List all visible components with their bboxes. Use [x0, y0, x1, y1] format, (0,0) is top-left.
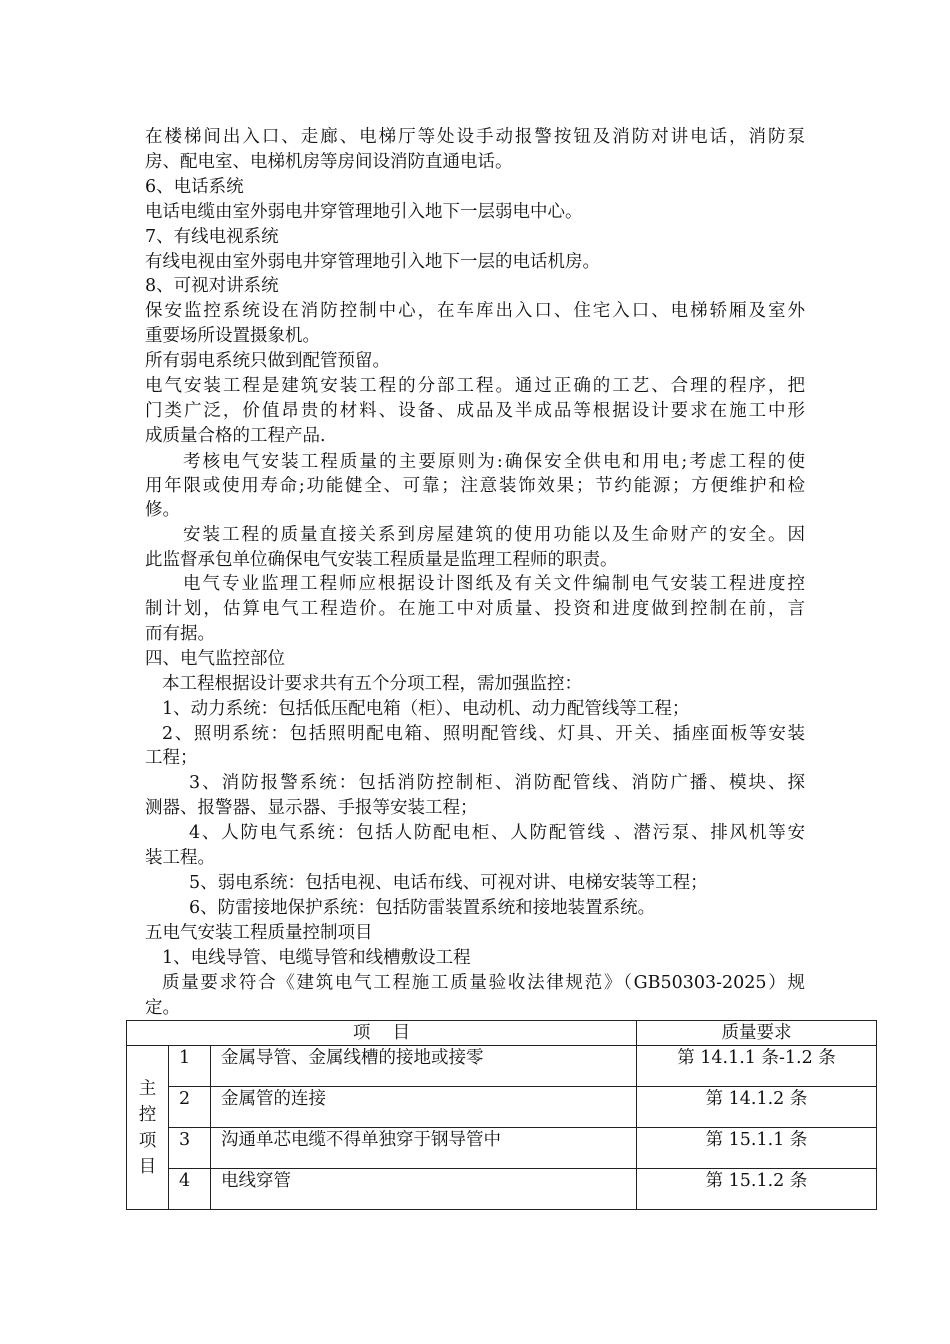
paragraph-line: 安装工程的质量直接关系到房屋建筑的使用功能以及生命财产的安全。因 [183, 525, 805, 545]
paragraph-line: 成质量合格的工程产品. [145, 426, 326, 446]
paragraph-line: 在楼梯间出入口、走廊、电梯厅等处设手动报警按钮及消防对讲电话，消防泵 [145, 127, 805, 147]
table-header-row [127, 1021, 877, 1046]
section-heading: 7、有线电视系统 [145, 227, 279, 247]
row-item: 电线穿管 [211, 1169, 637, 1210]
list-item: 1、动力系统：包括低压配电箱（柜）、电动机、动力配管线等工程； [162, 699, 690, 719]
paragraph-line: 用年限或使用寿命;功能健全、可靠；注意装饰效果；节约能源；方便维护和检 [145, 476, 805, 496]
table-row [127, 1128, 877, 1169]
paragraph-line: 有线电视由室外弱电井穿管理地引入地下一层的电话机房。 [145, 252, 600, 272]
paragraph-line: 所有弱电系统只做到配管预留。 [145, 351, 390, 371]
row-number: 2 [169, 1087, 211, 1128]
group-char: 项 [138, 1130, 157, 1151]
paragraph-line: 电气安装工程是建筑安装工程的分部工程。通过正确的工艺、合理的程序，把 [145, 376, 805, 396]
section-heading: 四、电气监控部位 [145, 649, 285, 669]
row-number: 4 [169, 1169, 211, 1210]
paragraph-line: 保安监控系统设在消防控制中心，在车库出入口、住宅入口、电梯轿厢及室外 [145, 301, 805, 321]
paragraph-line: 此监督承包单位确保电气安装工程质量是监理工程师的职责。 [145, 550, 618, 570]
list-item: 工程； [145, 748, 198, 768]
list-item: 测器、报警器、显示器、手报等安装工程； [145, 798, 478, 818]
row-requirement: 第 14.1.2 条 [637, 1087, 877, 1128]
paragraph-line: 而有据。 [145, 624, 215, 644]
paragraph-line: 质量要求符合《建筑电气工程施工质量验收法律规范》（GB50303-2025）规 [162, 973, 805, 993]
group-char: 控 [138, 1104, 157, 1125]
paragraph-line: 本工程根据设计要求共有五个分项工程，需加强监控： [162, 674, 582, 694]
row-requirement: 第 15.1.1 条 [637, 1128, 877, 1169]
table-row [127, 1046, 877, 1087]
row-requirement: 第 15.1.2 条 [637, 1169, 877, 1210]
list-item: 4、人防电气系统：包括人防配电柜、人防配管线 、潜污泵、排风机等安 [189, 823, 805, 843]
paragraph-line: 电话电缆由室外弱电井穿管理地引入地下一层弱电中心。 [145, 202, 583, 222]
section-heading: 五电气安装工程质量控制项目 [145, 923, 373, 943]
quality-requirements-table [126, 1020, 877, 1210]
paragraph-line: 门类广泛，价值昂贵的材料、设备、成品及半成品等根据设计要求在施工中形 [145, 401, 805, 421]
group-char: 主 [138, 1078, 157, 1099]
paragraph-line: 电气专业监理工程师应根据设计图纸及有关文件编制电气安装工程进度控 [183, 574, 805, 594]
list-item: 5、弱电系统：包括电视、电话布线、可视对讲、电梯安装等工程； [189, 873, 708, 893]
paragraph-line: 重要场所设置摄象机。 [145, 326, 320, 346]
header-requirement: 质量要求 [637, 1021, 877, 1046]
table-row [127, 1087, 877, 1128]
list-item: 2、照明系统：包括照明配电箱、照明配管线、灯具、开关、插座面板等安装 [162, 724, 805, 744]
row-item: 沟通单芯电缆不得单独穿于钢导管中 [211, 1128, 637, 1169]
paragraph-line: 制计划，估算电气工程造价。在施工中对质量、投资和进度做到控制在前，言 [145, 599, 805, 619]
paragraph-line: 修。 [145, 500, 180, 520]
row-requirement: 第 14.1.1 条-1.2 条 [637, 1046, 877, 1087]
section-heading: 6、电话系统 [145, 177, 244, 197]
row-item: 金属管的连接 [211, 1087, 637, 1128]
group-char: 目 [138, 1156, 157, 1177]
section-heading: 8、可视对讲系统 [145, 276, 279, 296]
group-label-main-control [127, 1046, 169, 1210]
row-number: 3 [169, 1128, 211, 1169]
list-item: 6、防雷接地保护系统：包括防雷装置系统和接地装置系统。 [189, 898, 656, 918]
subsection-heading: 1、电线导管、电缆导管和线槽敷设工程 [162, 948, 471, 968]
paragraph-line: 定。 [145, 998, 180, 1018]
paragraph-line: 房、配电室、电梯机房等房间设消防直通电话。 [145, 152, 513, 172]
table-row [127, 1169, 877, 1210]
paragraph-line: 考核电气安装工程质量的主要原则为:确保安全供电和用电;考虑工程的使 [183, 452, 805, 472]
row-number: 1 [169, 1046, 211, 1087]
list-item: 3、消防报警系统：包括消防控制柜、消防配管线、消防广播、模块、探 [189, 773, 805, 793]
header-item: 项 目 [127, 1021, 637, 1046]
list-item: 装工程。 [145, 848, 215, 868]
row-item: 金属导管、金属线槽的接地或接零 [211, 1046, 637, 1087]
